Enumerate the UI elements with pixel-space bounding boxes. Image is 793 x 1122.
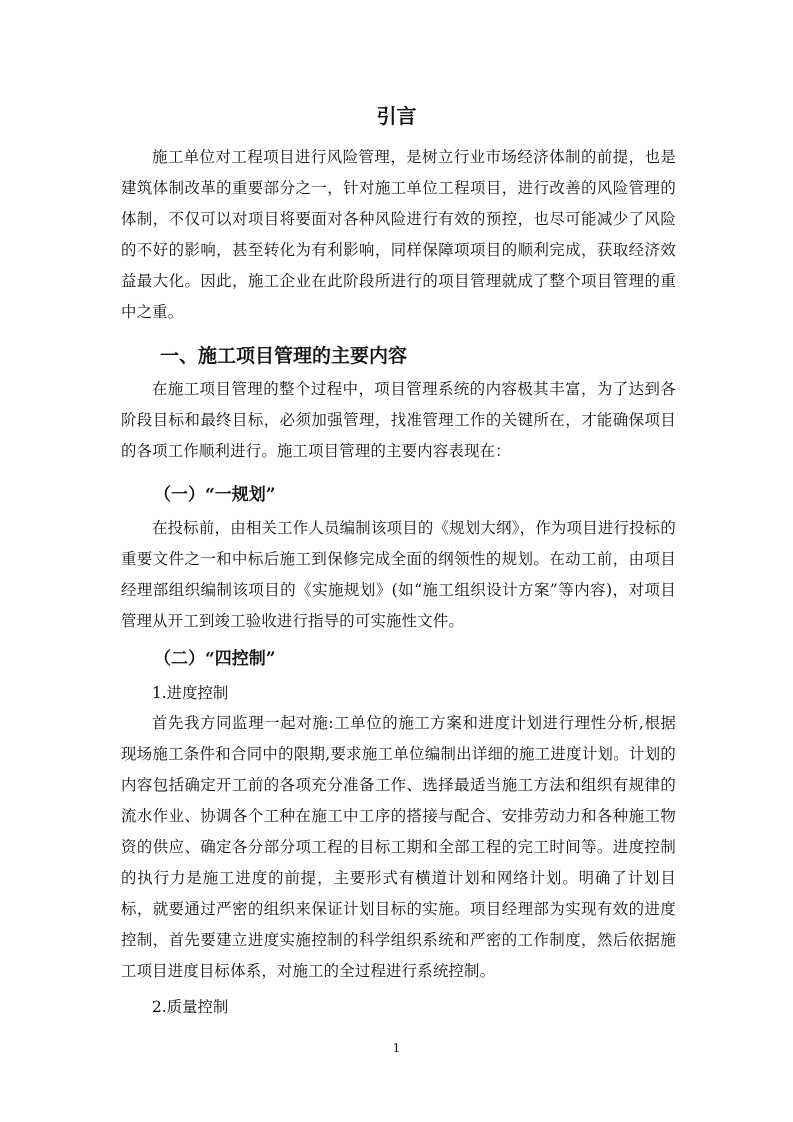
subsection-heading-four-controls: （二）“四控制” xyxy=(154,649,276,669)
page-number: 1 xyxy=(392,1041,401,1055)
progress-control-paragraph: 首先我方同监理一起对施:工单位的施工方案和进度计划进行理性分析,根据现场施工条件和合同中的限期,要求施工单位编制出详细的施工进度计划。计划的内容包括确定开工前的各项充分准备工作、选择最适当施工方法和组织有规律的流水作业、协调各个工种在施工中工序的搭接与配合、安排劳动力和各种施工物资的供应、确定各分部分项工程的目标工期和全部工程的完工时间等。进度控制的执行力是施工进度的前提，主要形式有横道计划和网络计划。明确了计划目标，就要通过严密的组织来保证计划目标的实施。项目经理部为实现有效的进度控制，首先要建立进度实施控制的科学组织系统和严密的工作制度，然后依据施工项目进度目标体系，对施工的全过程进行系统控制。 xyxy=(121,714,676,980)
quality-control-label: 2.质量控制 xyxy=(152,998,229,1016)
intro-paragraph: 施工单位对工程项目进行风险管理，是树立行业市场经济体制的前提，也是建筑体制改革的重要部分之一，针对施工单位工程项目，进行改善的风险管理的体制，不仅可以对项目将要面对各种风险进行有效的预控，也尽可能减少了风险的不好的影响，甚至转化为有利影响，同样保障项项目的顺利完成，获取经济效益最大化。因此，施工企业在此阶段所进行的项目管理就成了整个项目管理的重中之重。 xyxy=(121,148,676,321)
planning-paragraph: 在投标前，由相关工作人员编制该项目的《规划大纲》，作为项目进行投标的重要文件之一和中标后施工到保修完成全面的纲领性的规划。在动工前，由项目经理部组织编制该项目的《实施规划》(如“施工组织设计方案”等内容)，对项目管理从开工到竣工验收进行指导的可实施性文件。 xyxy=(121,519,676,630)
section1-paragraph: 在施工项目管理的整个过程中，项目管理系统的内容极其丰富，为了达到各阶段目标和最终目标，必须加强管理，找准管理工作的关键所在，才能确保项目的各项工作顺利进行。施工项目管理的主要内容表现在： xyxy=(121,380,676,460)
progress-control-label: 1.进度控制 xyxy=(152,684,229,702)
document-title: 引言 xyxy=(376,104,417,128)
subsection-heading-planning: （一）“一规划” xyxy=(154,485,276,505)
section-heading-main-content: 一、施工项目管理的主要内容 xyxy=(160,345,408,367)
